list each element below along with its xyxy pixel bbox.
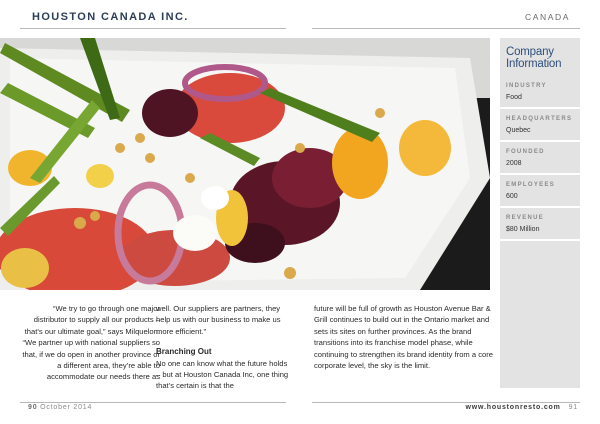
page-number-right: 91 (568, 404, 578, 411)
footer-left (28, 404, 92, 411)
sidebar-row-employees (500, 175, 580, 208)
article-column-2 (156, 303, 292, 392)
header-rule-left (20, 28, 286, 29)
sidebar-value: 2008 (506, 160, 522, 167)
sidebar-label: EMPLOYEES (506, 182, 556, 188)
issue-date: October 2014 (40, 404, 93, 411)
sidebar-label: FOUNDED (506, 149, 545, 155)
website-url[interactable]: www.houstonresto.com (465, 404, 561, 411)
publication-title: HOUSTON CANADA INC. (32, 11, 189, 23)
food-photo-illustration (0, 38, 490, 290)
article-paragraph: future will be full of growth as Houston Avenue Bar & Grill continues to build out in the Ontario market and sets its sites on further provinces. As the brand transitions into its franchise model phase, while continuing to strengthen its brand identity from a core corporate level, the sky is the limit. (314, 304, 493, 371)
sidebar-label: REVENUE (506, 215, 545, 221)
sidebar-row-founded (500, 142, 580, 175)
sidebar-value: 600 (506, 193, 518, 200)
section-heading: Branching Out (156, 347, 212, 357)
section-label: CANADA (524, 12, 570, 22)
article-column-1 (20, 303, 160, 383)
sidebar-row-revenue (500, 208, 580, 241)
header-rule-right (312, 28, 580, 29)
article-paragraph: “We try to go through one major distributor to supply all our products – that’s our ultimate goal,” says Milquelon. “We partner up with national suppliers so that, if we do open in another province or a different area, they’re able to accommodate our needs there as (22, 304, 160, 382)
article-column-3 (314, 303, 494, 371)
sidebar-value: Quebec (506, 127, 531, 134)
sidebar-value: Food (506, 94, 522, 101)
footer-rule-left (20, 402, 286, 403)
article-paragraph: No one can know what the future holds – but at Houston Canada Inc, one thing that’s certain is that the (156, 358, 289, 391)
food-photo (0, 38, 490, 290)
sidebar-row-industry (500, 76, 580, 109)
sidebar-row-headquarters (500, 109, 580, 142)
footer-right (466, 404, 578, 411)
sidebar-title: Company Information (506, 46, 562, 70)
sidebar-label: INDUSTRY (506, 83, 547, 89)
sidebar-value: $80 Million (506, 226, 540, 233)
article-paragraph: well. Our suppliers are partners, they help us with our business to make us more efficient.” (156, 304, 281, 336)
sidebar-label: HEADQUARTERS (506, 116, 573, 122)
company-info-sidebar (500, 38, 580, 388)
footer-rule-right (312, 402, 580, 403)
page-number-left: 90 (28, 404, 38, 411)
